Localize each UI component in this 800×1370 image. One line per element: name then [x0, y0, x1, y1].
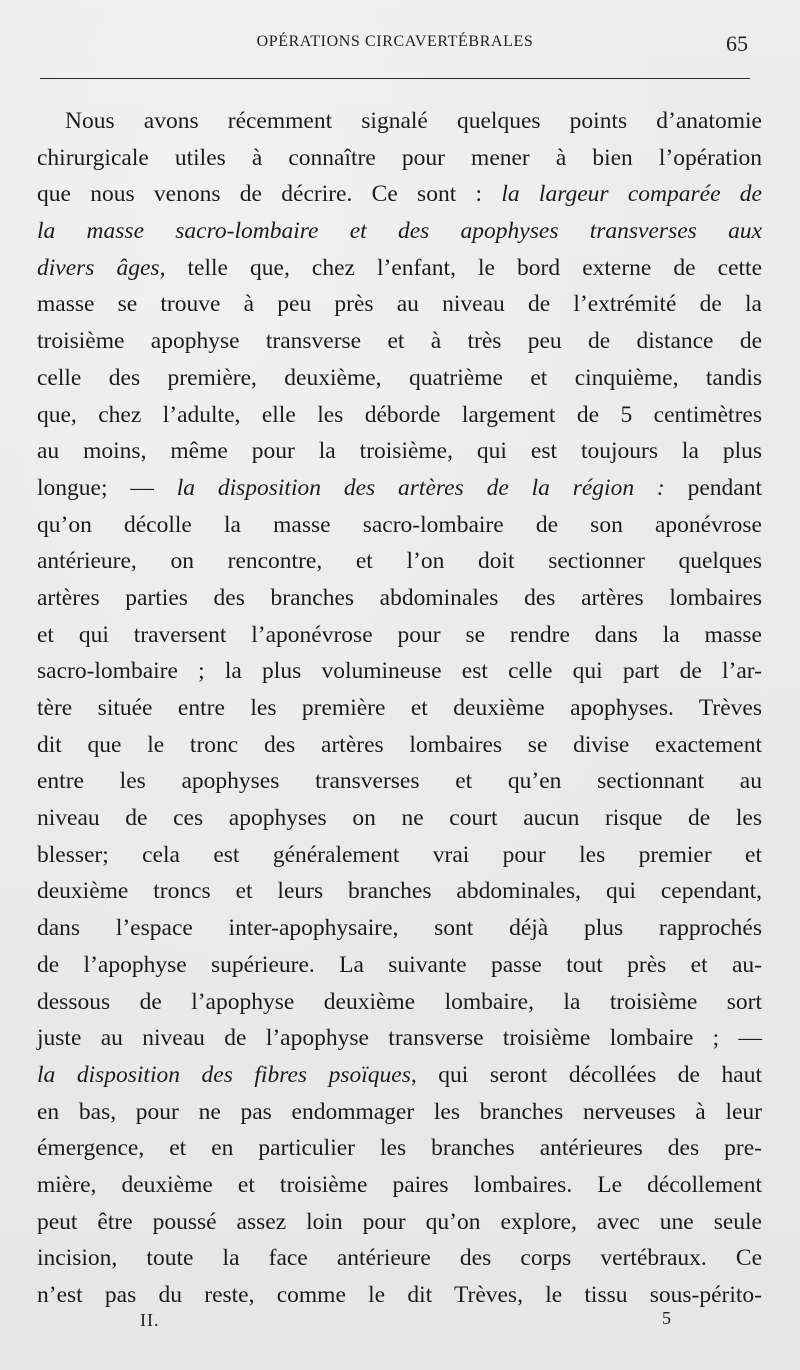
italic-phrase: la largeur comparée de: [501, 181, 762, 208]
text-run: longue; —: [37, 474, 177, 501]
text-line: [37, 653, 762, 690]
text-run: antérieure, on rencontre, et l’on doit sectionner quelques: [37, 548, 762, 575]
text-run: celle des première, deuxième, quatrième et cinquième, tandis: [37, 364, 762, 391]
text-line: [37, 176, 762, 213]
text-run: émergence, et en particulier les branches antérieures des pre-: [37, 1135, 762, 1162]
sheet-number: 5: [662, 1308, 671, 1328]
text-line: [37, 1094, 762, 1131]
text-line: [37, 1020, 762, 1057]
text-run: tère située entre les première et deuxième apophyses. Trèves: [37, 695, 762, 721]
text-line: [37, 286, 762, 323]
text-run: artères parties des branches abdominales des artères lombaires: [37, 584, 762, 611]
text-line: [37, 250, 762, 287]
text-line: [37, 360, 762, 397]
italic-phrase: la disposition des fibres psoïques,: [37, 1061, 417, 1088]
text-run: dessous de l’apophyse deuxième lombaire, la troisième sort: [37, 988, 762, 1015]
text-run: juste au niveau de l’apophyse transverse troisième lombaire ; —: [37, 1025, 762, 1052]
text-run: entre les apophyses transverses et qu’en sectionnant au: [37, 768, 762, 795]
text-run: n’est pas du reste, comme le dit Trèves, le tissu sous-périto-: [37, 1282, 762, 1308]
text-line: [37, 470, 762, 507]
text-run: et qui traversent l’aponévrose pour se rendre dans la masse: [37, 621, 762, 648]
text-line: [37, 323, 762, 360]
text-run: blesser; cela est généralement vrai pour les premier et: [37, 841, 762, 868]
text-run: dans l’espace inter-apophysaire, sont déjà plus rapprochés: [37, 915, 762, 942]
text-run: que, chez l’adulte, elle les déborde largement de 5 centimètres: [37, 401, 762, 428]
text-line: [37, 727, 762, 764]
page-number: 65: [726, 31, 748, 56]
text-run: que nous venons de décrire. Ce sont :: [37, 181, 502, 208]
text-run: dit que le tronc des artères lombaires se divise exactement: [37, 731, 762, 758]
text-run: deuxième troncs et leurs branches abdominales, qui cependant,: [37, 878, 762, 905]
running-title: OPÉRATIONS CIRCAVERTÉBRALES: [256, 33, 534, 50]
body-paragraph: [37, 103, 762, 1314]
text-line: [37, 617, 762, 654]
text-line: [37, 910, 762, 947]
text-line: [37, 580, 762, 617]
text-run: qu’on décolle la masse sacro-lombaire de son aponévrose: [37, 511, 762, 538]
text-run: mière, deuxième et troisième paires lombaires. Le décollement: [37, 1171, 762, 1198]
text-line: [37, 397, 762, 434]
italic-phrase: la masse sacro-lombaire et des apophyses transverses aux: [37, 218, 762, 245]
text-line: [37, 947, 762, 984]
text-run: Nous avons récemment signalé quelques points d’anatomie: [65, 108, 762, 134]
italic-phrase: divers âges,: [37, 254, 166, 281]
text-line: [37, 103, 762, 140]
text-line: [37, 837, 762, 874]
text-run: de l’apophyse supérieure. La suivante passe tout près et au-: [37, 951, 762, 978]
text-run: incision, toute la face antérieure des corps vertébraux. Ce: [37, 1245, 762, 1272]
text-line: [37, 1204, 762, 1241]
text-line: [37, 984, 762, 1021]
text-run: troisième apophyse transverse et à très peu de distance de: [37, 328, 762, 355]
text-run: telle que, chez l’enfant, le bord externe de cette: [165, 254, 762, 281]
text-run: masse se trouve à peu près au niveau de l’extrémité de la: [37, 291, 762, 318]
text-run: chirurgicale utiles à connaître pour mener à bien l’opération: [37, 144, 762, 171]
italic-phrase: la disposition des artères de la région :: [176, 474, 665, 501]
text-run: niveau de ces apophyses on ne court aucun risque de les: [37, 805, 762, 832]
text-line: [37, 1277, 762, 1314]
text-run: pendant: [664, 474, 763, 501]
text-run: sacro-lombaire ; la plus volumineuse est celle qui part de l’ar-: [37, 658, 762, 685]
text-line: [37, 1130, 762, 1167]
text-line: [37, 140, 762, 177]
text-line: [37, 433, 762, 470]
text-line: [37, 800, 762, 837]
text-line: [37, 690, 762, 727]
text-line: [37, 543, 762, 580]
text-line: [37, 1240, 762, 1277]
text-line: [37, 873, 762, 910]
text-run: au moins, même pour la troisième, qui est toujours la plus: [37, 438, 762, 465]
header-rule: [40, 78, 750, 79]
text-run: en bas, pour ne pas endommager les branches nerveuses à leur: [37, 1098, 762, 1125]
page-footer: [40, 1310, 750, 1334]
text-line: [37, 213, 762, 250]
text-run: qui seront décollées de haut: [416, 1061, 762, 1088]
signature-mark: II.: [140, 1310, 160, 1330]
running-head: [40, 33, 750, 57]
text-run: peut être poussé assez loin pour qu’on explore, avec une seule: [37, 1208, 762, 1235]
text-line: [37, 763, 762, 800]
text-line: [37, 1057, 762, 1094]
text-line: [37, 1167, 762, 1204]
text-line: [37, 507, 762, 544]
